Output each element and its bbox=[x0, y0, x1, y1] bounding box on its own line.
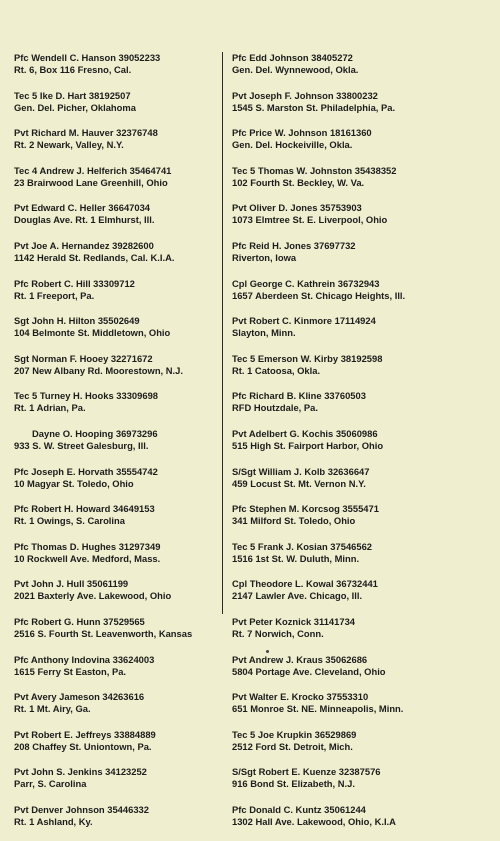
entry-address-line: 1615 Ferry St Easton, Pa. bbox=[14, 665, 127, 677]
entry-address-line: Slayton, Minn. bbox=[232, 327, 296, 339]
entry-address-line: 2147 Lawler Ave. Chicago, Ill. bbox=[232, 590, 363, 602]
roster-entry bbox=[232, 278, 444, 316]
roster-entry bbox=[14, 240, 226, 278]
entry-address-line: 1657 Aberdeen St. Chicago Heights, Ill. bbox=[232, 289, 406, 301]
roster-entry bbox=[14, 428, 226, 466]
roster-entry bbox=[14, 729, 226, 767]
entry-name-line: Pfc Joseph E. Horvath 35554742 bbox=[14, 465, 158, 477]
entry-address-line: 102 Fourth St. Beckley, W. Va. bbox=[232, 176, 365, 188]
roster-entry bbox=[232, 390, 444, 428]
roster-entry bbox=[14, 503, 226, 541]
roster-entry bbox=[232, 202, 444, 240]
entry-name-line: Tec 5 Ike D. Hart 38192507 bbox=[14, 89, 131, 101]
entry-address-line: 2516 S. Fourth St. Leavenworth, Kansas bbox=[14, 627, 193, 639]
entry-name-line: Pvt Andrew J. Kraus 35062686 bbox=[232, 653, 368, 665]
entry-name-line: Tec 5 Emerson W. Kirby 38192598 bbox=[232, 352, 383, 364]
entry-name-line: Pvt Adelbert G. Kochis 35060986 bbox=[232, 427, 378, 439]
entry-name-line: Pfc Robert G. Hunn 37529565 bbox=[14, 615, 145, 627]
entry-name-line: Pvt Walter E. Krocko 37553310 bbox=[232, 691, 369, 703]
entry-address-line: 1545 S. Marston St. Philadelphia, Pa. bbox=[232, 101, 396, 113]
entry-name-line: Pvt John J. Hull 35061199 bbox=[14, 578, 129, 590]
entry-address-line: 515 High St. Fairport Harbor, Ohio bbox=[232, 439, 384, 451]
entry-name-line: Pvt Joseph F. Johnson 33800232 bbox=[232, 89, 378, 101]
entry-name-line: Pfc Donald C. Kuntz 35061244 bbox=[232, 803, 366, 815]
entry-address-line: 651 Monroe St. NE. Minneapolis, Minn. bbox=[232, 703, 404, 715]
entry-address-line: Rt. 1 Owings, S. Carolina bbox=[14, 515, 125, 527]
entry-address-line: 208 Chaffey St. Uniontown, Pa. bbox=[14, 740, 152, 752]
entry-address-line: 2512 Ford St. Detroit, Mich. bbox=[232, 740, 353, 752]
roster-entry bbox=[14, 804, 226, 841]
roster-entry bbox=[14, 654, 226, 692]
entry-address-line: 1516 1st St. W. Duluth, Minn. bbox=[232, 552, 360, 564]
roster-entry bbox=[232, 578, 444, 616]
roster-entry bbox=[14, 165, 226, 203]
entry-name-line: Pfc Robert C. Hill 33309712 bbox=[14, 277, 135, 289]
column-divider bbox=[222, 52, 223, 614]
roster-entry bbox=[232, 240, 444, 278]
entry-address-line: 1073 Elmtree St. E. Liverpool, Ohio bbox=[232, 214, 388, 226]
entry-address-line: 2021 Baxterly Ave. Lakewood, Ohio bbox=[14, 590, 172, 602]
entry-address-line: 1302 Hall Ave. Lakewood, Ohio, K.I.A bbox=[232, 815, 396, 827]
entry-address-line: Rt. 2 Newark, Valley, N.Y. bbox=[14, 139, 124, 151]
entry-address-line: Rt. 1 Adrian, Pa. bbox=[14, 402, 86, 414]
entry-name-line: Tec 5 Joe Krupkin 36529869 bbox=[232, 728, 357, 740]
entry-name-line: Pfc Wendell C. Hanson 39052233 bbox=[14, 52, 161, 63]
roster-entry bbox=[232, 466, 444, 504]
roster-entry bbox=[232, 503, 444, 541]
roster-entry bbox=[232, 428, 444, 466]
entry-address-line: Rt. 1 Mt. Airy, Ga. bbox=[14, 703, 91, 715]
roster-entry bbox=[232, 90, 444, 128]
entry-address-line: Riverton, Iowa bbox=[232, 251, 297, 263]
roster-entry bbox=[232, 165, 444, 203]
roster-entry bbox=[232, 353, 444, 391]
roster-entry bbox=[14, 616, 226, 654]
roster-entry bbox=[232, 52, 444, 90]
entry-name-line: Tec 4 Andrew J. Helferich 35464741 bbox=[14, 164, 172, 176]
entry-name-line: Pfc Thomas D. Hughes 31297349 bbox=[14, 540, 161, 552]
entry-address-line: 104 Belmonte St. Middletown, Ohio bbox=[14, 327, 171, 339]
roster-entry bbox=[14, 541, 226, 579]
entry-address-line: 916 Bond St. Elizabeth, N.J. bbox=[232, 778, 355, 790]
roster-entry bbox=[14, 127, 226, 165]
roster-entry bbox=[232, 127, 444, 165]
entry-address-line: Rt. 1 Catoosa, Okla. bbox=[232, 364, 321, 376]
entry-name-line: Pvt John S. Jenkins 34123252 bbox=[14, 766, 147, 778]
entry-name-line: S/Sgt Robert E. Kuenze 32387576 bbox=[232, 766, 381, 778]
page-mark bbox=[266, 650, 269, 653]
roster-entry bbox=[14, 315, 226, 353]
entry-address-line: RFD Houtzdale, Pa. bbox=[232, 402, 318, 414]
roster-entry bbox=[232, 654, 444, 692]
entry-address-line: Rt. 1 Ashland, Ky. bbox=[14, 815, 93, 827]
entry-address-line: 10 Magyar St. Toledo, Ohio bbox=[14, 477, 134, 489]
roster-entry bbox=[14, 390, 226, 428]
entry-name-line: Tec 5 Frank J. Kosian 37546562 bbox=[232, 540, 373, 552]
roster-entry bbox=[14, 202, 226, 240]
entry-name-line: Pvt Edward C. Heller 36647034 bbox=[14, 202, 151, 214]
roster-entry bbox=[232, 616, 444, 654]
entry-address-line: Rt. 1 Freeport, Pa. bbox=[14, 289, 95, 301]
roster-entry bbox=[14, 90, 226, 128]
entry-name-line: Pvt Robert C. Kinmore 17114924 bbox=[232, 315, 376, 327]
roster-entry bbox=[14, 353, 226, 391]
entry-name-line: Dayne O. Hooping 36973296 bbox=[32, 427, 158, 439]
entry-name-line: Pvt Avery Jameson 34263616 bbox=[14, 691, 145, 703]
roster-entry bbox=[14, 466, 226, 504]
roster-column-right bbox=[232, 52, 444, 841]
entry-name-line: Pfc Reid H. Jones 37697732 bbox=[232, 239, 356, 251]
entry-name-line: Cpl George C. Kathrein 36732943 bbox=[232, 277, 380, 289]
roster-entry bbox=[232, 315, 444, 353]
entry-name-line: Tec 5 Thomas W. Johnston 35438352 bbox=[232, 164, 397, 176]
entry-address-line: Parr, S. Carolina bbox=[14, 778, 87, 790]
entry-address-line: 1142 Herald St. Redlands, Cal. K.I.A. bbox=[14, 251, 175, 263]
entry-name-line: Sgt John H. Hilton 35502649 bbox=[14, 315, 140, 327]
roster-entry bbox=[232, 729, 444, 767]
entry-name-line: Pvt Denver Johnson 35446332 bbox=[14, 803, 149, 815]
entry-address-line: 459 Locust St. Mt. Vernon N.Y. bbox=[232, 477, 366, 489]
roster-entry bbox=[14, 691, 226, 729]
entry-name-line: Pfc Edd Johnson 38405272 bbox=[232, 52, 353, 63]
entry-name-line: Pvt Peter Koznick 31141734 bbox=[232, 615, 355, 627]
entry-name-line: Cpl Theodore L. Kowal 36732441 bbox=[232, 578, 378, 590]
entry-name-line: Pfc Robert H. Howard 34649153 bbox=[14, 503, 155, 515]
entry-address-line: 23 Brairwood Lane Greenhill, Ohio bbox=[14, 176, 168, 188]
entry-name-line: Pfc Price W. Johnson 18161360 bbox=[232, 127, 372, 139]
roster-entry bbox=[232, 804, 444, 841]
entry-name-line: Pfc Anthony Indovina 33624003 bbox=[14, 653, 155, 665]
roster-entry bbox=[232, 541, 444, 579]
entry-address-line: Gen. Del. Picher, Oklahoma bbox=[14, 101, 136, 113]
entry-name-line: Pvt Richard M. Hauver 32376748 bbox=[14, 127, 158, 139]
roster-entry bbox=[232, 691, 444, 729]
entry-address-line: Rt. 7 Norwich, Conn. bbox=[232, 627, 324, 639]
roster-entry bbox=[14, 766, 226, 804]
entry-address-line: 341 Milford St. Toledo, Ohio bbox=[232, 515, 356, 527]
entry-address-line: 10 Rockwell Ave. Medford, Mass. bbox=[14, 552, 161, 564]
roster-entry bbox=[14, 578, 226, 616]
entry-name-line: Pfc Stephen M. Korcsog 3555471 bbox=[232, 503, 379, 515]
entry-name-line: S/Sgt William J. Kolb 32636647 bbox=[232, 465, 370, 477]
entry-name-line: Pvt Oliver D. Jones 35753903 bbox=[232, 202, 362, 214]
entry-address-line: Gen. Del. Hockeiville, Okla. bbox=[232, 139, 353, 151]
entry-address-line: 207 New Albany Rd. Moorestown, N.J. bbox=[14, 364, 183, 376]
entry-name-line: Tec 5 Turney H. Hooks 33309698 bbox=[14, 390, 158, 402]
roster-entry bbox=[14, 278, 226, 316]
roster-entry bbox=[14, 52, 226, 90]
entry-name-line: Pvt Robert E. Jeffreys 33884889 bbox=[14, 728, 156, 740]
entry-name-line: Pfc Richard B. Kline 33760503 bbox=[232, 390, 366, 402]
entry-address-line: Douglas Ave. Rt. 1 Elmhurst, Ill. bbox=[14, 214, 155, 226]
roster-column-left bbox=[14, 52, 226, 841]
roster-entry bbox=[232, 766, 444, 804]
entry-address-line: Gen. Del. Wynnewood, Okla. bbox=[232, 64, 359, 75]
entry-address-line: 5804 Portage Ave. Cleveland, Ohio bbox=[232, 665, 386, 677]
entry-address-line: 933 S. W. Street Galesburg, Ill. bbox=[14, 439, 149, 451]
entry-name-line: Sgt Norman F. Hooey 32271672 bbox=[14, 352, 153, 364]
entry-name-line: Pvt Joe A. Hernandez 39282600 bbox=[14, 239, 154, 251]
entry-address-line: Rt. 6, Box 116 Fresno, Cal. bbox=[14, 64, 132, 75]
